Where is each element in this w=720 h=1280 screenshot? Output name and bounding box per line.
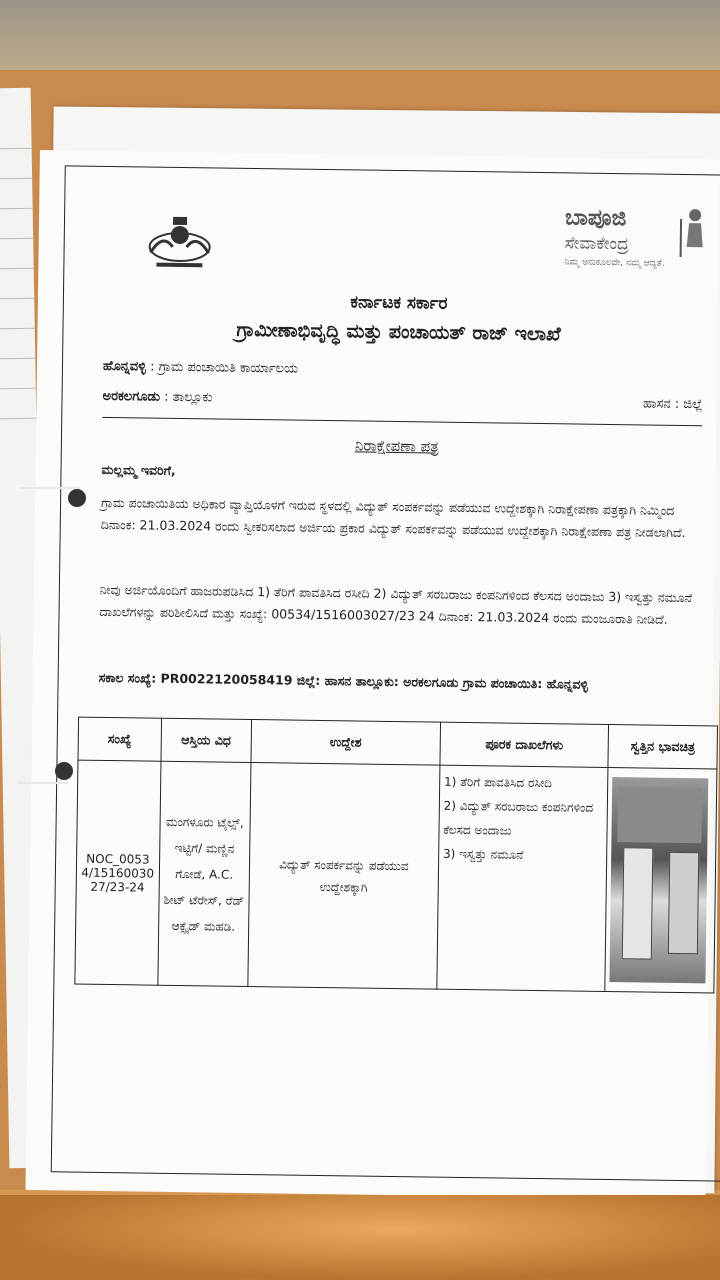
document-heading: ನಿರಾಕ್ಷೇಪಣಾ ಪತ್ರ xyxy=(354,436,439,456)
village-line xyxy=(103,359,298,377)
paragraph-2: ನೀವು ಅರ್ಜಿಯೊಂದಿಗೆ ಹಾಜರುಪಡಿಸಿದ 1) ತೆರಿಗೆ ಪಾವತಿಸಿದ ರಸೀದಿ 2) ವಿದ್ಯುತ್ ಸರಬರಾಜು ಕಂಪನಿಗಳಿಂದ ಕೆಲಸದ ಅಂದಾಜು 3) ಇಸ್ವತ್ತು ನಮೂನೆ ದಾಖಲೆಗಳನ್ನು ಪರಿಶೀಲಿಸಿದೆ ಮತ್ತು ಸಂಖ್ಯೆ: 00534/1516003027/23 24 ದಿನಾಂಕ: 21.03.2024 ರಂದು ಮಂಜೂರಾತಿ ನೀಡಿದೆ. xyxy=(99,581,693,627)
karnataka-emblem-icon xyxy=(142,212,217,271)
noc-details-table xyxy=(74,717,718,994)
header-documents: ಪೂರಕ ದಾಖಲೆಗಳು xyxy=(440,722,609,767)
header-property-type: ಆಸ್ತಿಯ ವಿಧ xyxy=(161,718,252,762)
addressee: ಮಲ್ಲಮ್ಮ ಇವರಿಗೆ, xyxy=(101,461,176,478)
doc-item: 2) ವಿದ್ಯುತ್ ಸರಬರಾಜು ಕಂಪನಿಗಳಿಂದ ಕೆಲಸದ ಅಂದಾಜು xyxy=(443,798,594,838)
org-name-line2: ಸೇವಾಕೇಂದ್ರ xyxy=(564,233,629,255)
department-title: ಗ್ರಾಮೀಣಾಭಿವೃದ್ಧಿ ಮತ್ತು ಪಂಚಾಯತ್ ರಾಜ್ ಇಲಾಖೆ xyxy=(236,318,561,346)
government-title: ಕರ್ನಾಟಕ ಸರ್ಕಾರ xyxy=(350,292,448,314)
punch-hole xyxy=(68,489,86,507)
header-photo: ಸ್ವತ್ತಿನ ಭಾವಚಿತ್ರ xyxy=(608,724,717,769)
taluk-label: ಅರಕಲಗೂಡು xyxy=(102,388,161,405)
header-purpose: ಉದ್ದೇಶ xyxy=(251,720,440,766)
divider xyxy=(102,417,702,426)
village-value: : ಗ್ರಾಮ ಪಂಚಾಯಿತಿ ಕಾರ್ಯಾಲಯ xyxy=(150,359,299,377)
taluk-line xyxy=(102,389,212,406)
photo-door xyxy=(668,852,699,954)
table-row xyxy=(75,760,717,993)
bapuji-seva-kendra-logo xyxy=(564,205,720,277)
noc-document xyxy=(25,150,719,1199)
photo-door xyxy=(622,847,654,959)
photo-roof xyxy=(618,787,703,843)
doc-item: 1) ತೆರಿಗೆ ಪಾವತಿಸಿದ ರಸೀದಿ xyxy=(443,774,553,791)
cell-purpose: ವಿದ್ಯುತ್ ಸಂಪರ್ಕವನ್ನು ಪಡೆಯುವ ಉದ್ದೇಶಕ್ಕಾಗಿ xyxy=(248,763,440,990)
gandhi-figure-icon xyxy=(673,207,714,260)
taluk-value: : ತಾಲ್ಲೂಕು xyxy=(164,389,213,406)
org-tagline: ನಿಮ್ಮ ಅನುಕೂಲವೇ, ನಮ್ಮ ಆದ್ಯತೆ. xyxy=(564,257,665,269)
binding-string xyxy=(18,782,68,784)
cell-property-type: ಮಂಗಳೂರು ಟೈಲ್ಸ್, ಇಟ್ಟಿಗೆ/ ಮಣ್ಣಿನ ಗೋಡೆ, A.C. ಶೀಟ್ ಟೆರೇಸ್, ರೆಡ್ ಆಕ್ಸೈಡ್ ಮಹಡಿ. xyxy=(157,761,250,986)
cloth-foreground xyxy=(0,1195,720,1280)
property-photo xyxy=(610,777,709,983)
village-label: ಹೊನ್ನವಳ್ಳಿ xyxy=(102,358,147,375)
binding-string xyxy=(20,487,80,489)
org-name-line1: ಬಾಪೂಜಿ xyxy=(564,205,627,232)
sakala-reference: ಸಕಾಲ ಸಂಖ್ಯೆ: PR0022120058419 ಜಿಲ್ಲೆ: ಹಾಸನ ತಾಲ್ಲೂಕು: ಅರಕಲಗೂಡು ಗ್ರಾಮ ಪಂಚಾಯಿತಿ: ಹೊನ್ನವಳ್ಳಿ xyxy=(98,669,589,692)
doc-item: 3) ಇಸ್ವತ್ತು ನಮೂನೆ xyxy=(442,846,524,862)
cell-documents xyxy=(437,765,609,991)
cell-photo xyxy=(605,767,717,992)
header-number: ಸಂಖ್ಯೆ xyxy=(78,717,161,761)
punch-hole xyxy=(55,762,73,780)
paragraph-1: ಗ್ರಾಮ ಪಂಚಾಯಿತಿಯ ಅಧಿಕಾರ ವ್ಯಾಪ್ತಿಯೊಳಗೆ ಇರುವ ಸ್ಥಳದಲ್ಲಿ ವಿದ್ಯುತ್ ಸಂಪರ್ಕವನ್ನು ಪಡೆಯುವ ಉದ್ದೇಶಕ್ಕಾಗಿ ನಿರಾಕ್ಷೇಪಣಾ ಪತ್ರಕ್ಕಾಗಿ ನಿಮ್ಮಿಂದ ದಿನಾಂಕ: 21.03.2024 ರಂದು ಸ್ವೀಕರಿಸಲಾದ ಅರ್ಜಿಯ ಪ್ರಕಾರ ವಿದ್ಯುತ್ ಸಂಪರ್ಕವನ್ನು ಪಡೆಯುವ ಉದ್ದೇಶಕ್ಕಾಗಿ ನಿರಾಕ್ಷೇಪಣಾ ಪತ್ರ ನೀಡಲಾಗಿದೆ. xyxy=(100,494,686,541)
district-label: ಹಾಸನ : ಜಿಲ್ಲೆ xyxy=(642,396,703,413)
document-frame xyxy=(51,165,720,1181)
cell-number: NOC_00534/1516003027/23-24 xyxy=(75,760,161,985)
